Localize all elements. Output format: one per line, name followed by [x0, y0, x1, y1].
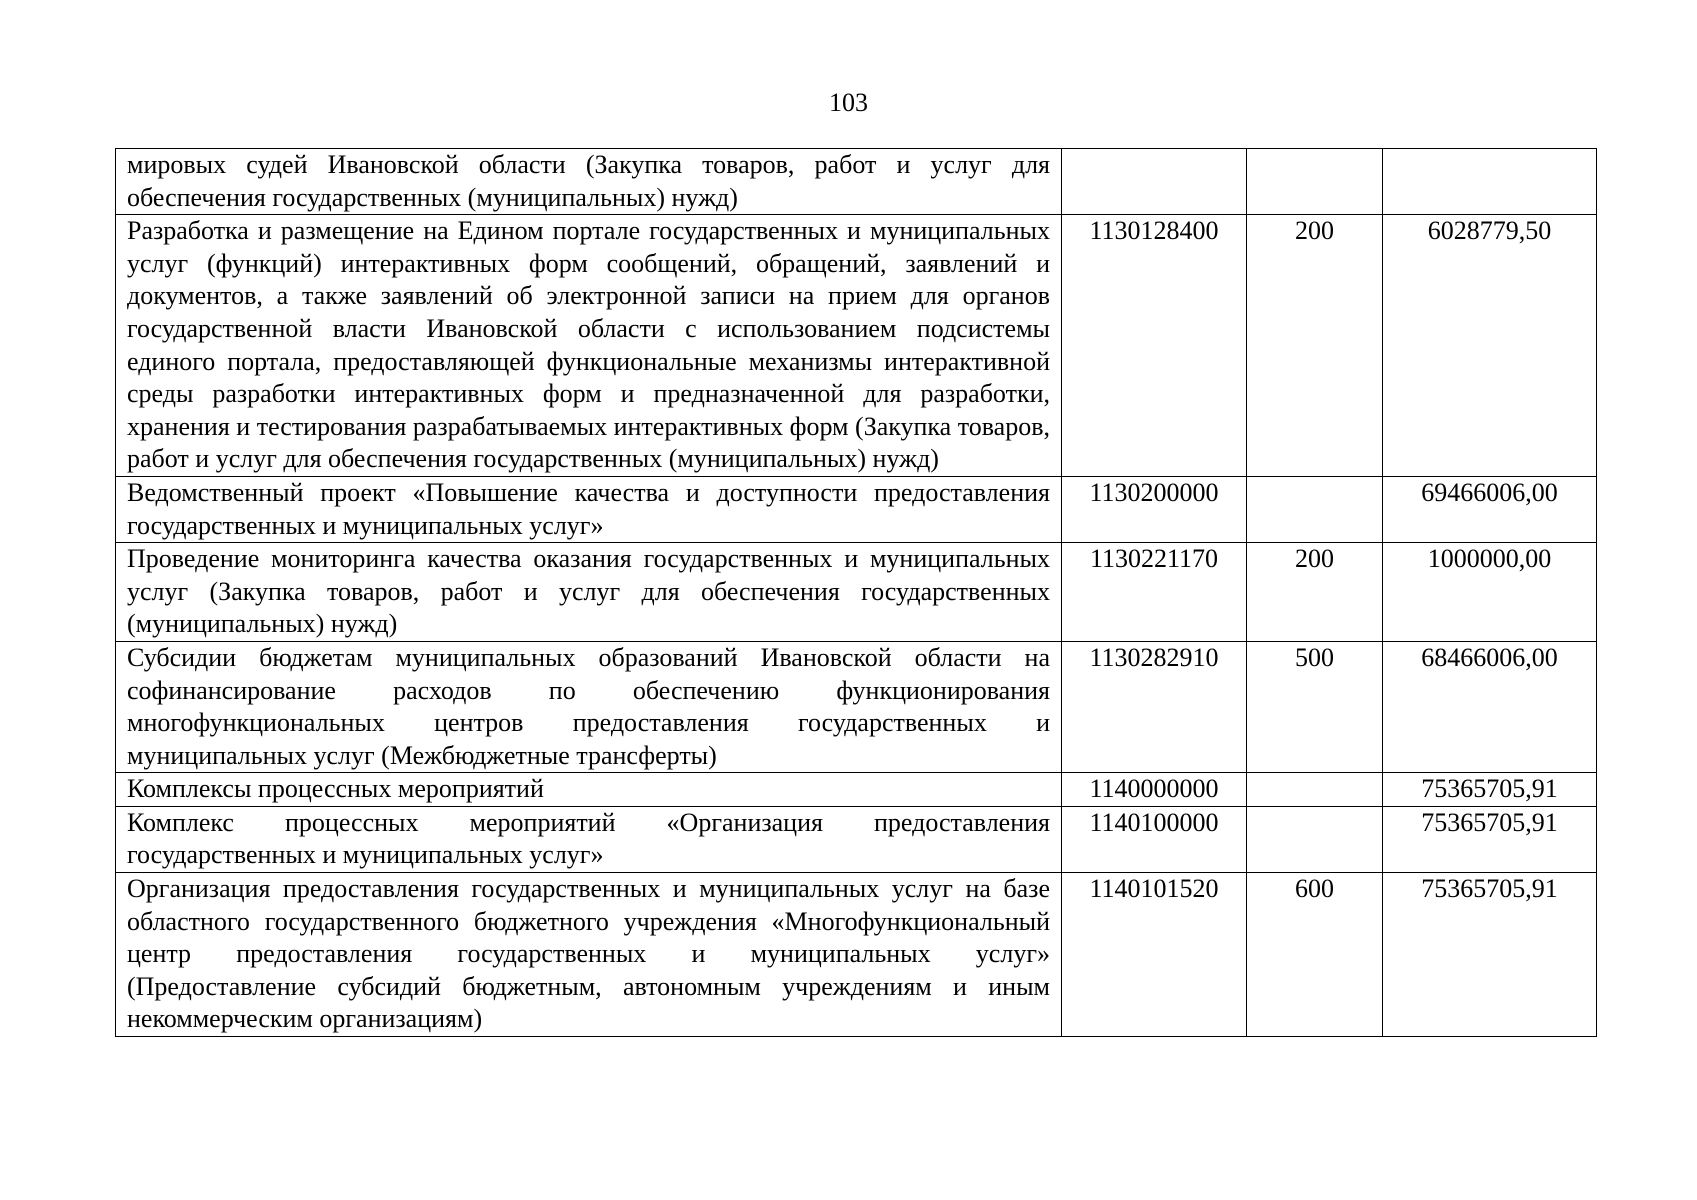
- row-code: 1130282910: [1062, 641, 1247, 772]
- row-amount: 75365705,91: [1383, 773, 1597, 807]
- row-code: 1140100000: [1062, 806, 1247, 872]
- row-amount: [1383, 149, 1597, 215]
- row-name: Комплексы процессных мероприятий: [116, 773, 1062, 807]
- row-code: 1140101520: [1062, 873, 1247, 1037]
- row-expense-type: [1247, 806, 1383, 872]
- row-amount: 1000000,00: [1383, 543, 1597, 642]
- row-expense-type: [1247, 773, 1383, 807]
- row-code: 1130200000: [1062, 476, 1247, 542]
- table-row: [116, 215, 1597, 477]
- table-row: [116, 641, 1597, 772]
- row-code: 1130128400: [1062, 215, 1247, 477]
- row-expense-type: 600: [1247, 873, 1383, 1037]
- row-name: Комплекс процессных мероприятий «Организация предоставления государственных и муниципальных услуг»: [116, 806, 1062, 872]
- row-amount: 75365705,91: [1383, 873, 1597, 1037]
- row-name: Ведомственный проект «Повышение качества и доступности предоставления государственных и муниципальных услуг»: [116, 476, 1062, 542]
- table-row: [116, 773, 1597, 807]
- row-amount: 68466006,00: [1383, 641, 1597, 772]
- row-expense-type: 200: [1247, 543, 1383, 642]
- row-name: Организация предоставления государственных и муниципальных услуг на базе областного государственного бюджетного учреждения «Многофункциональный центр предоставления государственных и муниципальных услуг» (Предоставление субсидий бюджетным, автономным учреждениям и иным некоммерческим организациям): [116, 873, 1062, 1037]
- table-row: [116, 476, 1597, 542]
- row-amount: 69466006,00: [1383, 476, 1597, 542]
- budget-table: [115, 148, 1597, 1037]
- row-code: 1130221170: [1062, 543, 1247, 642]
- row-name: Проведение мониторинга качества оказания государственных и муниципальных услуг (Закупка товаров, работ и услуг для обеспечения государственных (муниципальных) нужд): [116, 543, 1062, 642]
- table-row: [116, 149, 1597, 215]
- row-name: Разработка и размещение на Едином портале государственных и муниципальных услуг (функций) интерактивных форм сообщений, обращений, заявлений и документов, а также заявлений об электронной записи на прием для органов государственной власти Ивановской области с использованием подсистемы единого портала, предоставляющей функциональные механизмы интерактивной среды разработки интерактивных форм и предназначенной для разработки, хранения и тестирования разрабатываемых интерактивных форм (Закупка товаров, работ и услуг для обеспечения государственных (муниципальных) нужд): [116, 215, 1062, 477]
- table-row: [116, 806, 1597, 872]
- row-code: [1062, 149, 1247, 215]
- row-amount: 6028779,50: [1383, 215, 1597, 477]
- row-expense-type: [1247, 149, 1383, 215]
- table-row: [116, 543, 1597, 642]
- row-amount: 75365705,91: [1383, 806, 1597, 872]
- row-expense-type: 200: [1247, 215, 1383, 477]
- row-code: 1140000000: [1062, 773, 1247, 807]
- row-expense-type: 500: [1247, 641, 1383, 772]
- row-name: Субсидии бюджетам муниципальных образований Ивановской области на софинансирование расходов по обеспечению функционирования многофункциональных центров предоставления государственных и муниципальных услуг (Межбюджетные трансферты): [116, 641, 1062, 772]
- page-number: 103: [829, 88, 868, 117]
- row-expense-type: [1247, 476, 1383, 542]
- table-row: [116, 873, 1597, 1037]
- row-name: мировых судей Ивановской области (Закупка товаров, работ и услуг для обеспечения государственных (муниципальных) нужд): [116, 149, 1062, 215]
